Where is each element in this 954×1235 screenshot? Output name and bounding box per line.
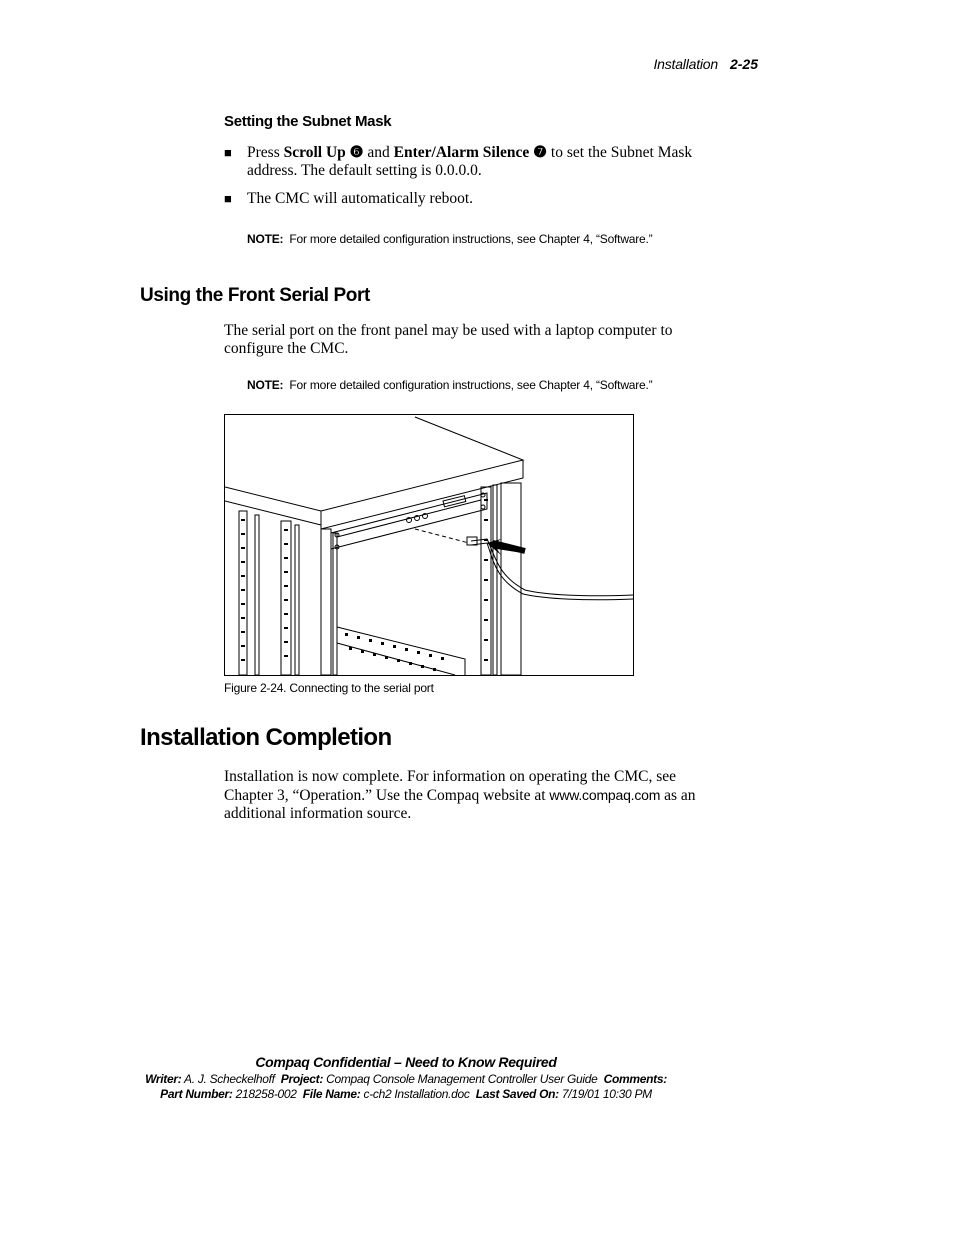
rack-illustration xyxy=(225,415,633,675)
subnet-bullet-1: ■ Press Scroll Up ❻ and Enter/Alarm Silence ❼ to set the Subnet Mask address. The default setting is 0.0.0.0. xyxy=(224,144,693,179)
subnet-heading: Setting the Subnet Mask xyxy=(224,113,392,130)
note-label: NOTE: xyxy=(247,232,284,246)
scroll-up-key: Scroll Up ❻ xyxy=(283,144,364,161)
serial-heading: Using the Front Serial Port xyxy=(140,285,370,306)
completion-body: Installation is now complete. For information on operating the CMC, see Chapter 3, “Operation.” Use the Compaq website at www.compaq.com as an additional information source. xyxy=(224,768,696,822)
enter-alarm-silence-key: Enter/Alarm Silence ❼ xyxy=(393,144,548,161)
footer-meta-line-1: Writer: A. J. Scheckelhoff Project: Compaq Console Management Controller User Guide Comments: xyxy=(145,1072,667,1086)
bullet-square-icon: ■ xyxy=(224,191,232,206)
completion-heading: Installation Completion xyxy=(140,724,392,751)
subnet-bullet-2: ■ The CMC will automatically reboot. xyxy=(224,190,473,207)
running-header xyxy=(653,56,758,72)
header-section: Installation xyxy=(653,56,718,72)
compaq-website-link[interactable]: www.compaq.com xyxy=(549,787,661,803)
footer-meta-line-2: Part Number: 218258-002 File Name: c-ch2 Installation.doc Last Saved On: 7/19/01 10:30 PM xyxy=(160,1087,652,1101)
bullet-square-icon: ■ xyxy=(224,145,232,160)
footer-confidential: Compaq Confidential – Need to Know Required xyxy=(255,1054,557,1070)
figure-caption: Figure 2-24. Connecting to the serial port xyxy=(224,681,434,695)
note-label: NOTE: xyxy=(247,378,284,392)
header-page-number: 2-25 xyxy=(729,56,758,72)
subnet-note: NOTE: For more detailed configuration instructions, see Chapter 4, “Software.” xyxy=(247,232,653,246)
serial-note: NOTE: For more detailed configuration instructions, see Chapter 4, “Software.” xyxy=(247,378,653,392)
serial-body: The serial port on the front panel may be used with a laptop computer to configure the CMC. xyxy=(224,322,673,357)
figure-serial-port xyxy=(224,414,634,676)
